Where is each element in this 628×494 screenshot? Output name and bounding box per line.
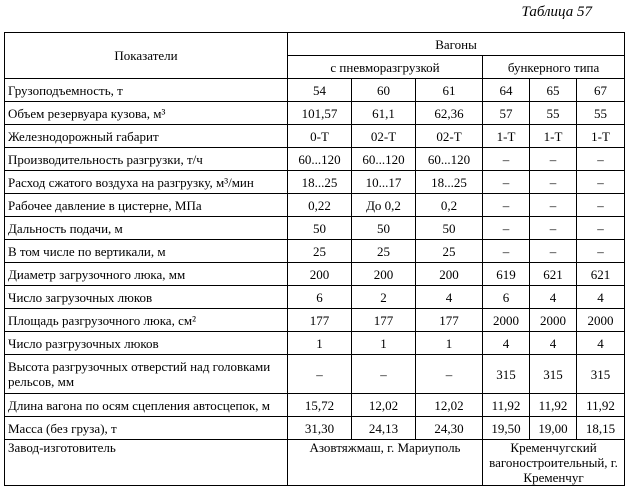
table-cell: 50: [352, 217, 416, 240]
table-cell: 4: [416, 286, 483, 309]
table-cell: –: [530, 194, 577, 217]
table-cell: 2000: [530, 309, 577, 332]
table-cell: 60...120: [416, 148, 483, 171]
table-cell: 200: [416, 263, 483, 286]
table-cell: 19,00: [530, 417, 577, 440]
table-row: [5, 79, 625, 102]
row-label: Расход сжатого воздуха на разгрузку, м³/мин: [5, 171, 288, 194]
table-cell: 621: [577, 263, 625, 286]
table-cell: 61: [416, 79, 483, 102]
row-label: В том числе по вертикали, м: [5, 240, 288, 263]
table-cell: 101,57: [288, 102, 352, 125]
table-cell: 61,1: [352, 102, 416, 125]
table-cell: –: [352, 355, 416, 394]
table-cell: 11,92: [530, 394, 577, 417]
table-cell: 2000: [577, 309, 625, 332]
table-cell: –: [483, 240, 530, 263]
table-row: [5, 240, 625, 263]
table-cell: 25: [416, 240, 483, 263]
table-cell: –: [577, 171, 625, 194]
table-cell: 50: [288, 217, 352, 240]
table-cell: 0,2: [416, 194, 483, 217]
row-label: Число разгрузочных люков: [5, 332, 288, 355]
table-cell: 60...120: [352, 148, 416, 171]
table-row-manufacturer: [5, 440, 625, 486]
row-label: Высота разгрузочных отверстий над головками рельсов, мм: [5, 355, 288, 394]
table-row: [5, 171, 625, 194]
row-label: Завод-изготовитель: [5, 440, 288, 486]
table-row: [5, 309, 625, 332]
table-cell: 67: [577, 79, 625, 102]
table-cell: 6: [288, 286, 352, 309]
table-cell: 4: [530, 286, 577, 309]
row-label: Дальность подачи, м: [5, 217, 288, 240]
table-cell: 02-Т: [416, 125, 483, 148]
table-cell: 55: [577, 102, 625, 125]
table-row: [5, 332, 625, 355]
table-cell: 4: [577, 286, 625, 309]
table-cell: 57: [483, 102, 530, 125]
table-row: [5, 217, 625, 240]
header-group-hopper: бункерного типа: [483, 56, 625, 79]
table-cell: 60: [352, 79, 416, 102]
table-cell: 18...25: [288, 171, 352, 194]
table-cell: 1: [288, 332, 352, 355]
table-cell: 11,92: [577, 394, 625, 417]
table-cell: 1-Т: [530, 125, 577, 148]
table-cell: 12,02: [416, 394, 483, 417]
table-cell: 200: [288, 263, 352, 286]
table-cell: –: [483, 217, 530, 240]
row-label: Диаметр загрузочного люка, мм: [5, 263, 288, 286]
header-wagons: Вагоны: [288, 33, 625, 56]
table-cell: 315: [483, 355, 530, 394]
table-cell: 55: [530, 102, 577, 125]
table-cell: –: [577, 148, 625, 171]
table-cell: 2000: [483, 309, 530, 332]
table-cell: 31,30: [288, 417, 352, 440]
table-cell: 619: [483, 263, 530, 286]
table-cell: 65: [530, 79, 577, 102]
table-cell: 4: [483, 332, 530, 355]
table-row: [5, 417, 625, 440]
table-cell: 1-Т: [577, 125, 625, 148]
table-cell: 0-Т: [288, 125, 352, 148]
row-label: Грузоподъемность, т: [5, 79, 288, 102]
table-cell: –: [577, 240, 625, 263]
table-row: [5, 148, 625, 171]
table-cell: –: [483, 171, 530, 194]
table-cell: –: [416, 355, 483, 394]
table-cell: 02-Т: [352, 125, 416, 148]
row-label: Объем резервуара кузова, м³: [5, 102, 288, 125]
table-cell: –: [577, 217, 625, 240]
table-cell: 15,72: [288, 394, 352, 417]
table-cell: 177: [352, 309, 416, 332]
table-cell: 1-Т: [483, 125, 530, 148]
table-cell: 62,36: [416, 102, 483, 125]
table-cell: 18,15: [577, 417, 625, 440]
table-cell: –: [530, 240, 577, 263]
table-cell: 25: [288, 240, 352, 263]
table-cell: 315: [530, 355, 577, 394]
table-cell: –: [288, 355, 352, 394]
table-cell: 200: [352, 263, 416, 286]
table-cell: 4: [577, 332, 625, 355]
wagon-specs-table: [4, 32, 625, 486]
table-cell: До 0,2: [352, 194, 416, 217]
table-cell: 315: [577, 355, 625, 394]
table-cell: –: [483, 194, 530, 217]
row-label: Железнодорожный габарит: [5, 125, 288, 148]
table-cell: 6: [483, 286, 530, 309]
table-row: [5, 102, 625, 125]
table-cell: 60...120: [288, 148, 352, 171]
table-cell: 0,22: [288, 194, 352, 217]
table-cell: 12,02: [352, 394, 416, 417]
manufacturer-pneumatic: Азовтяжмаш, г. Мариуполь: [288, 440, 483, 486]
table-cell: 177: [416, 309, 483, 332]
header-group-pneumatic: с пневморазгрузкой: [288, 56, 483, 79]
table-cell: 24,13: [352, 417, 416, 440]
table-cell: 64: [483, 79, 530, 102]
row-label: Длина вагона по осям сцепления автосцепок, м: [5, 394, 288, 417]
table-row: [5, 194, 625, 217]
table-caption: Таблица 57: [521, 4, 592, 20]
table-cell: 177: [288, 309, 352, 332]
table-row: [5, 125, 625, 148]
table-cell: 50: [416, 217, 483, 240]
table-cell: –: [483, 148, 530, 171]
table-cell: 2: [352, 286, 416, 309]
table-cell: 25: [352, 240, 416, 263]
table-cell: 24,30: [416, 417, 483, 440]
table-row: [5, 394, 625, 417]
header-indicators: Показатели: [5, 33, 288, 79]
header-row-1: [5, 33, 625, 56]
table-cell: –: [530, 217, 577, 240]
table-cell: 54: [288, 79, 352, 102]
table-cell: 4: [530, 332, 577, 355]
table-cell: –: [577, 194, 625, 217]
row-label: Рабочее давление в цистерне, МПа: [5, 194, 288, 217]
table-cell: –: [530, 148, 577, 171]
table-row: [5, 286, 625, 309]
table-cell: 18...25: [416, 171, 483, 194]
row-label: Масса (без груза), т: [5, 417, 288, 440]
row-label: Площадь разгрузочного люка, см²: [5, 309, 288, 332]
table-row: [5, 355, 625, 394]
table-cell: 621: [530, 263, 577, 286]
table-cell: 1: [416, 332, 483, 355]
table-cell: 11,92: [483, 394, 530, 417]
row-label: Производительность разгрузки, т/ч: [5, 148, 288, 171]
table-cell: 10...17: [352, 171, 416, 194]
table-cell: –: [530, 171, 577, 194]
table-cell: 19,50: [483, 417, 530, 440]
table-cell: 1: [352, 332, 416, 355]
table-row: [5, 263, 625, 286]
row-label: Число загрузочных люков: [5, 286, 288, 309]
manufacturer-hopper: Кременчугский вагоностроительный, г. Кременчуг: [483, 440, 625, 486]
